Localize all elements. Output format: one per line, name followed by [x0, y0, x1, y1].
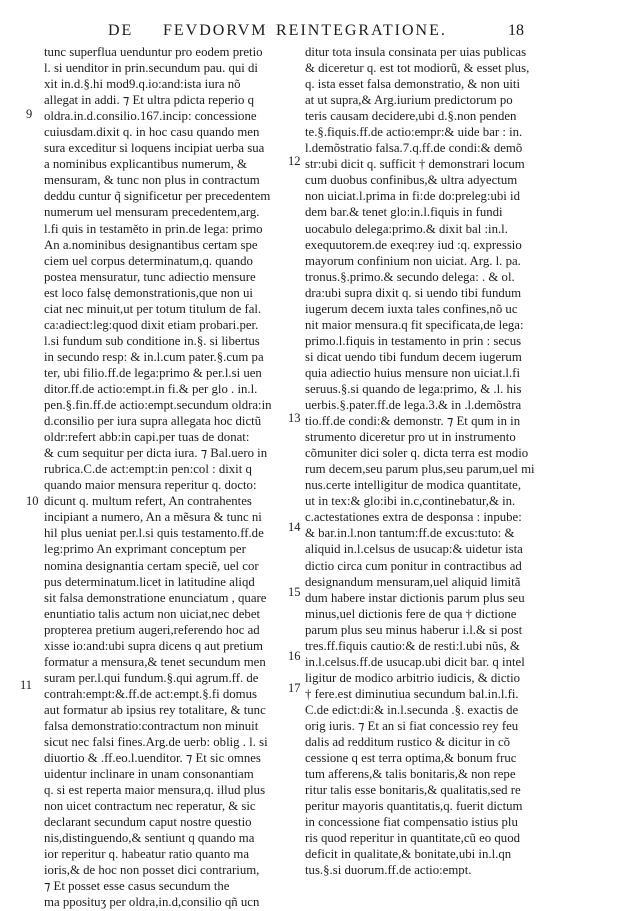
header-word-de: DE — [108, 22, 134, 39]
text-line: ligitur de modico arbitrio iudicis, & dictio — [305, 670, 521, 685]
text-line: & diceretur q. est tot modiorũ, & esset plus, — [305, 61, 530, 76]
text-line: cuiusdam.dixit q. in hoc casu quando men — [44, 125, 260, 140]
text-line: pen.§.fin.ff.de actio:empt.secundum oldra:in — [44, 398, 272, 413]
text-line: ior reperitur q. habeatur ratio quanto ma — [44, 847, 250, 862]
text-line: l.si fundum sub conditione in.§. si libertus — [44, 333, 260, 348]
text-line: rum decem,seu parum plus,seu parum,uel mi — [305, 462, 535, 477]
text-line: postea mensuratur, tunc adiectio mensure — [44, 269, 256, 284]
text-line: exequutorem.de exeq:rey iud :q. expressio — [305, 237, 522, 252]
text-line: si dicat uendo tibi fundum decem iugerum — [305, 349, 522, 364]
text-line: nus.certe intelligitur de modica quantitate, — [305, 478, 522, 493]
text-line: q. si est reperta maior mensura,q. illud plus — [44, 783, 266, 798]
text-line: mayorum confinium non uiciat. Arg. l. pa. — [305, 253, 521, 268]
text-line: peritur mayoris quantitatis,q. fuerit dictum — [305, 799, 523, 814]
text-line: sura exceditur si loquens incipiat uerba sua — [44, 141, 265, 156]
text-line: uerbis.§.pater.ff.de lega.3.& in .l.demõstra — [305, 398, 522, 413]
text-line: propterea pretium augeri,referendo hoc ad — [44, 622, 260, 637]
text-line: nis,distinguendo,& sentiunt q quando ma — [44, 831, 255, 846]
text-line: deficit in qualitate,& bonitate,ubi in.l.qn — [305, 847, 512, 862]
text-line: tunc superflua uenduntur pro eodem pretio — [44, 45, 263, 59]
text-line: quando maior mensura reperitur q. docto: — [44, 478, 257, 493]
text-line: falsa demonstratio:contractum non minuit — [44, 718, 259, 733]
text-line: tres.ff.fiquis cautio:& de resti:l.ubi nũs, & — [305, 638, 520, 653]
text-line: aut formatur ab ipsius rey totalitare, & tunc — [44, 702, 266, 717]
text-line: tum afferens,& talis bonitaris,& non repe — [305, 767, 516, 782]
text-line: primo.l.fiquis in testamento in prin : secus — [305, 333, 522, 348]
text-line: ciem uel corpus determinatum,q. quando — [44, 253, 253, 268]
text-line: uidentur inclinare in unam consonantiam — [44, 767, 254, 782]
text-line: deddu cuntur q̃ significetur per precedentem — [44, 189, 271, 204]
text-line: designandum mensuram,uel aliquid limitã — [305, 574, 521, 589]
text-line: & cum sequitur per dicta iura. ⁊ Bal.uero in — [44, 446, 268, 461]
text-line: suram per.l.qui fundum.§.qui agrum.ff. de — [44, 670, 259, 685]
text-line: † fere.est diminutiua secundum bal.in.l.fi. — [305, 686, 519, 701]
text-line: tio.ff.de condi:& demonstr. ⁊ Et qum in in — [305, 414, 521, 429]
text-line: ut in tex:& glo:ibi in.c,continebatur,& in. — [305, 494, 516, 509]
text-line: dictio circa cum ponitur in contractibus ad — [305, 558, 522, 573]
page-number: 18 — [508, 22, 524, 39]
text-line: leg:primo An exprimant conceptum per — [44, 542, 246, 557]
margin-number-14: 14 — [288, 520, 301, 534]
text-line: non uiciat.l.prima in fi:de do:preleg:ubi id — [305, 189, 521, 204]
text-line: ter, ubi filio.ff.de lega:primo & per.l.si uen — [44, 365, 262, 380]
text-line: quia adiectio huius mensure non uiciat.l.fi — [305, 365, 521, 380]
text-line: allegat in addi. ⁊ Et ultra pdicta reperio q — [44, 93, 254, 108]
text-line: numerum uel mensuram precedentem,arg. — [44, 205, 260, 220]
text-line: ⁊ Et posset esse casus secundum the — [44, 879, 230, 894]
text-line: non uicet contractum nec reperatur, & sic — [44, 799, 256, 814]
text-line: q. ista esset falsa demonstratio, & non uiti — [305, 77, 521, 92]
margin-number-9: 9 — [26, 107, 33, 121]
text-line: aliquid in.l.celsus de usucap:& uidetur ista — [305, 542, 523, 557]
text-line: dum habere instar dictionis parum plus seu — [305, 590, 525, 605]
margin-number-15: 15 — [288, 585, 301, 599]
text-line: cum duobus confinibus,& ultra adyectum — [305, 173, 518, 188]
text-line: str:ubi dicit q. sufficit † demonstrari locum — [305, 157, 525, 172]
text-line: ma pposituʒ per oldra,in.d,consilio qñ ucn — [44, 895, 260, 910]
text-line: dem bar.& tenet glo:in.l.fiquis in fundi — [305, 205, 503, 220]
text-line: l.demõstratio falsa.7.q.ff.de condi:& demõ — [305, 141, 523, 156]
text-line: ciat nec minuit,ut per totum titulum de fal. — [44, 301, 262, 316]
text-line: tus.§.si duorum.ff.de actio:empt. — [305, 863, 472, 878]
text-line: at ut supra,& Arg.iurium predictorum po — [305, 93, 513, 108]
text-line: in secundo resp: & in.l.cum pater.§.cum pa — [44, 349, 264, 364]
header-word-reintegratione: REINTEGRATIONE. — [276, 22, 447, 39]
text-line: seruus.§.si quando de lega:primo, & .l. his — [305, 381, 522, 396]
text-line: mensuram, & tunc non plus in contractum — [44, 173, 260, 188]
text-line: nit maior mensura.q fit specificata,de lega: — [305, 317, 524, 332]
text-line: formatur a mensura,& tenet secundum men — [44, 654, 266, 669]
text-line: tronus.§.primo.& secundo delega: . & ol. — [305, 269, 515, 284]
text-line: d.consilio per iura supra allegata hoc dictũ — [44, 414, 262, 429]
text-line: nomina designantia certam speciẽ, uel cor — [44, 558, 259, 573]
text-line: ditur tota insula consinata per uias publicas — [305, 45, 527, 59]
text-line: declarant secundum caput nostre questio — [44, 815, 252, 830]
text-line: c.actestationes extra de desponsa : inpube: — [305, 510, 522, 525]
text-line: & bar.in.l.non tantum:ff.de excus:tuto: & — [305, 526, 515, 541]
text-line: dra:ubi supra dixit q. si uendo tibi fundum — [305, 285, 522, 300]
text-line: rubrica.C.de act:empt:in pen:col : dixit q — [44, 462, 252, 477]
text-line: ris quod reperitur in quantitate,cũ eo quod — [305, 831, 520, 846]
margin-number-16: 16 — [288, 649, 301, 663]
text-line: ritur talis esse bonitaris,& qualitatis,sed re — [305, 783, 521, 798]
text-line: An a.nominibus designantibus certam spe — [44, 237, 258, 252]
text-line: xisse io:and:ubi supra dicens q aut pretium — [44, 638, 263, 653]
text-line: xit in.d.§.hi mod9.q.io:and:ista iura nõ — [44, 77, 241, 92]
text-line: sicut nec falsi fines.Arg.de uerb: oblig . l. si — [44, 735, 268, 750]
text-line: C.de edict:di:& in.l.secunda .§. exactis de — [305, 702, 519, 717]
left-text-column — [44, 44, 282, 911]
text-line: ioris,& de hoc non posset dici contrarium, — [44, 863, 260, 878]
text-line: pus determinatum.licet in latitudine aliqd — [44, 574, 255, 589]
margin-number-17: 17 — [288, 681, 301, 695]
text-line: oldra.in.d.consilio.167.incip: concessione — [44, 109, 257, 124]
text-line: cessione q est terra optima,& bonum fruc — [305, 751, 517, 766]
text-line: incipiant a numero, An a mẽsura & tunc ni — [44, 510, 262, 525]
text-line: ca:adiect:leg:quod dixit etiam probari.per. — [44, 317, 259, 332]
margin-number-10: 10 — [26, 494, 39, 508]
text-line: teris causam decidere,ubi d.§.non penden — [305, 109, 517, 124]
text-line: cõmuniter dici soler q. dicta terra est modio — [305, 446, 529, 461]
text-line: l.fi quis in testaměto in prin.de lega: primo — [44, 221, 263, 236]
margin-number-13: 13 — [288, 411, 301, 425]
header-word-feudorum: FEVDORVM — [163, 22, 268, 39]
text-line: ditor.ff.de actio:empt.in fi.& per glo . in.l. — [44, 381, 258, 396]
text-line: parum plus seu minus haberur i.l.& si post — [305, 622, 523, 637]
text-line: a nominibus explicantibus numerum, & — [44, 157, 247, 172]
text-line: iugerum decem iuxta tales confines,nõ uc — [305, 301, 518, 316]
text-line: sit falsa demonstratione enunciatum , quare — [44, 590, 267, 605]
text-line: in.l.celsus.ff.de usucap.ubi dicit bar. q intel — [305, 654, 525, 669]
margin-number-11: 11 — [20, 678, 33, 692]
text-line: contrah:empt:&.ff.de act:empt.§.fi domus — [44, 686, 257, 701]
text-line: te.§.fiquis.ff.de actio:empr:& uide bar : in. — [305, 125, 523, 140]
text-line: l. si uenditor in prin.secundum pau. qui di — [44, 61, 258, 76]
right-text-column — [305, 44, 550, 878]
text-line: in concessione fiat compensatio istius plu — [305, 815, 518, 830]
text-line: enuntiatio talis actum non uiciat,nec debet — [44, 606, 261, 621]
text-line: uocabulo delega:primo.& dixit bal :in.l. — [305, 221, 508, 236]
text-line: dicunt q. multum refert, An contrahentes — [44, 494, 252, 509]
text-line: strumento diceretur pro ut in instrumento — [305, 430, 516, 445]
text-line: dalis ad redditum rustico & dicitur in cõ — [305, 735, 511, 750]
text-line: diuortio & .ff.eo.l.uenditor. ⁊ Et sic omnes — [44, 751, 261, 766]
text-line: orig iuris. ⁊ Et an si fiat concessio rey feu — [305, 718, 519, 733]
text-line: oldr:refert abb:in capi.per tuas de donat: — [44, 430, 250, 445]
margin-number-12: 12 — [288, 154, 301, 168]
text-line: est loco falsę demonstrationis,que non ui — [44, 285, 253, 300]
text-line: minus,uel dictionis fere de qua † dictione — [305, 606, 517, 621]
text-line: hil plus ueniat per.l.si quis testamento.ff.de — [44, 526, 264, 541]
